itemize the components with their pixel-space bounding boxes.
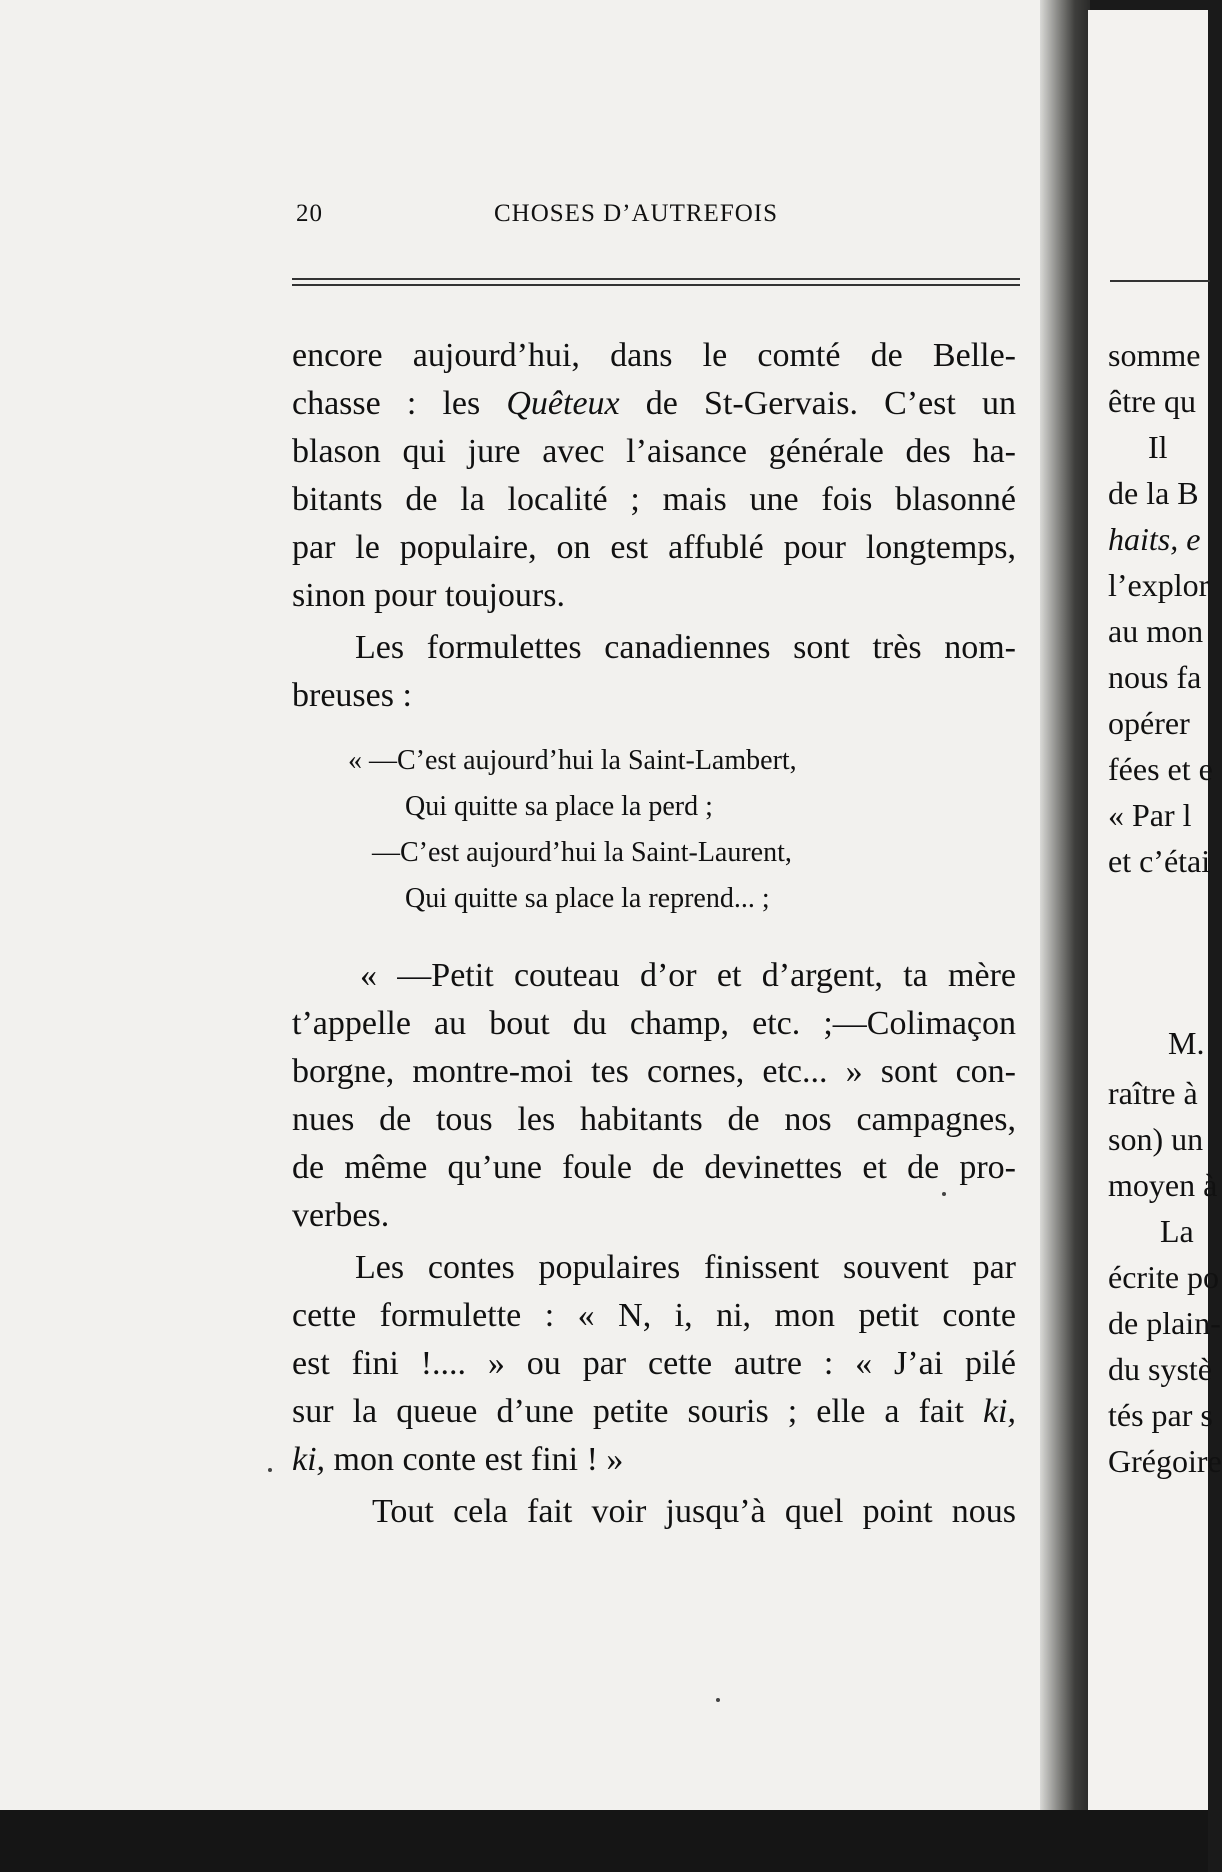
text-line: est fini !.... » ou par cette autre : « J’ai pilé <box>292 1345 1016 1382</box>
italic-word: ki, <box>292 1441 326 1478</box>
fragment-line: de plain- <box>1108 1305 1221 1341</box>
text-line: « —Petit couteau d’or et d’argent, ta mère <box>360 957 1016 994</box>
fragment-line: haits, e <box>1108 521 1201 557</box>
fragment-line: l’explor <box>1108 567 1210 603</box>
text-line: de même qu’une foule de devinettes et de pro- <box>292 1149 1016 1186</box>
fragment-line: raître à <box>1108 1075 1198 1111</box>
fragment-line: La <box>1160 1213 1194 1249</box>
fragment-line: du systè <box>1108 1351 1212 1387</box>
text-line: cette formulette : « N, i, ni, mon petit conte <box>292 1297 1016 1334</box>
scan-speck <box>268 1468 272 1472</box>
text-line: ki, mon conte est fini ! » <box>292 1441 624 1478</box>
fragment-line: Grégoire <box>1108 1443 1222 1479</box>
text-line: chasse : les Quêteux de St-Gervais. C’est un <box>292 385 1016 422</box>
running-head: CHOSES D’AUTREFOIS <box>494 200 779 227</box>
fragment-line: moyen à <box>1108 1167 1218 1203</box>
verse-line: Qui quitte sa place la perd ; <box>405 791 713 822</box>
fragment-line: « Par l <box>1108 797 1192 833</box>
italic-word: Quêteux <box>506 385 620 422</box>
text-line: Les formulettes canadiennes sont très nom- <box>355 629 1016 666</box>
fragment-line: être qu <box>1108 383 1196 419</box>
scan-speck <box>942 1192 946 1196</box>
text-line: Tout cela fait voir jusqu’à quel point nous <box>372 1493 1016 1530</box>
scan-bottom-edge <box>0 1810 1208 1872</box>
header-rule <box>1110 280 1210 282</box>
fragment-line: opérer <box>1108 705 1190 741</box>
scan-speck <box>716 1698 720 1702</box>
header-rule <box>292 284 1020 286</box>
fragment-line: somme <box>1108 337 1201 373</box>
verse-line: « —C’est aujourd’hui la Saint-Lambert, <box>348 745 797 776</box>
text-line: breuses : <box>292 677 412 714</box>
book-gutter <box>1040 0 1090 1810</box>
fragment-line: tés par s <box>1108 1397 1213 1433</box>
text-line: borgne, montre-moi tes cornes, etc... » sont con- <box>292 1053 1016 1090</box>
verse-line: —C’est aujourd’hui la Saint-Laurent, <box>372 837 792 868</box>
text-line: encore aujourd’hui, dans le comté de Belle- <box>292 337 1016 374</box>
fragment-line: de la B <box>1108 475 1199 511</box>
fragment-line: M. <box>1168 1025 1205 1061</box>
fragment-line: nous fa <box>1108 659 1202 695</box>
fragment-line: son) un <box>1108 1121 1204 1157</box>
text-line: sinon pour toujours. <box>292 577 565 614</box>
header-rule <box>292 278 1020 280</box>
verse-line: Qui quitte sa place la reprend... ; <box>405 883 770 914</box>
fragment-line: Il <box>1148 429 1168 465</box>
fragment-line: au mon <box>1108 613 1204 649</box>
fragment-line: et c’étai <box>1108 843 1211 879</box>
page-number: 20 <box>296 200 323 227</box>
text-line: bitants de la localité ; mais une fois blasonné <box>292 481 1016 518</box>
text-line: par le populaire, on est affublé pour longtemps, <box>292 529 1016 566</box>
fragment-line: écrite po <box>1108 1259 1220 1295</box>
text-line: t’appelle au bout du champ, etc. ;—Colimaçon <box>292 1005 1016 1042</box>
text-line: sur la queue d’une petite souris ; elle a fait ki, <box>292 1393 1016 1430</box>
text-line: verbes. <box>292 1197 390 1234</box>
fragment-line: fées et e <box>1108 751 1213 787</box>
text-line: Les contes populaires finissent souvent par <box>355 1249 1016 1286</box>
italic-word: ki, <box>982 1393 1016 1430</box>
text-line: nues de tous les habitants de nos campagnes, <box>292 1101 1016 1138</box>
text-line: blason qui jure avec l’aisance générale des ha- <box>292 433 1016 470</box>
